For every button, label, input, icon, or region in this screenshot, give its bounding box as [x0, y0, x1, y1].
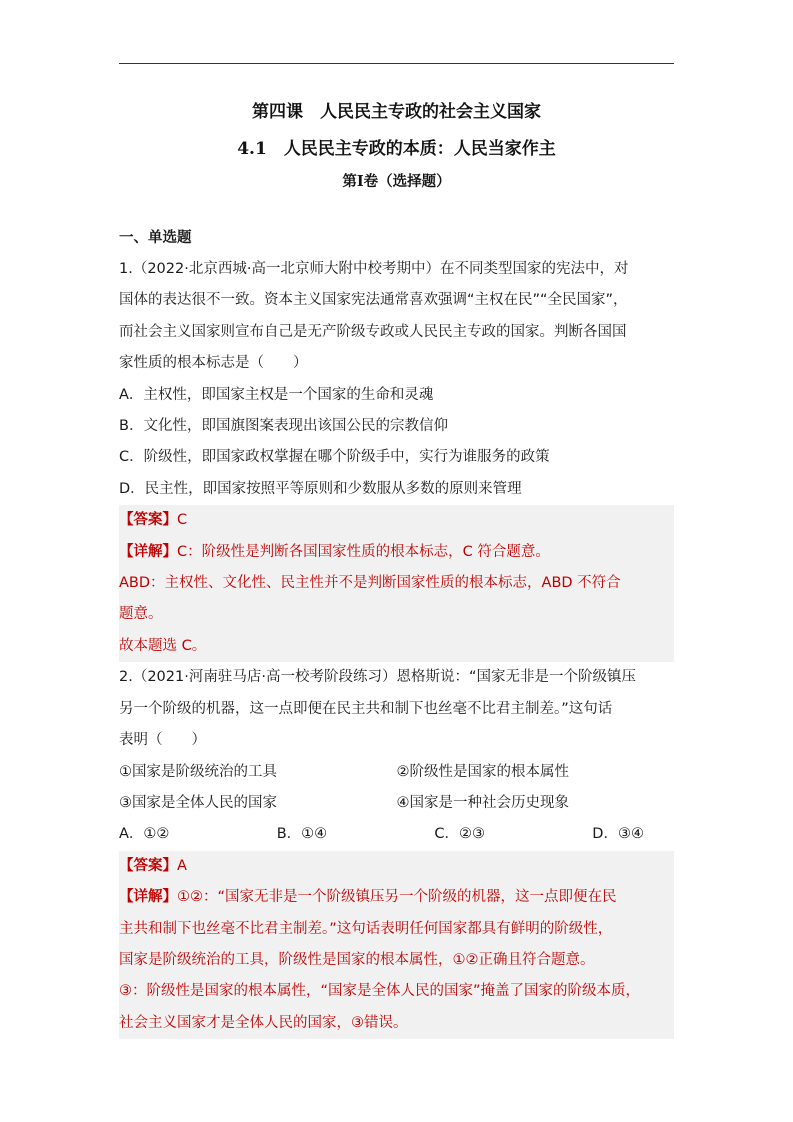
q1-detail-line: ABD：主权性、文化性、民主性并不是判断国家性质的根本标志，ABD 不符合 [119, 568, 674, 599]
q2-statement-4: ④国家是一种社会历史现象 [396, 794, 569, 811]
q2-option-b: B．①④ [276, 826, 328, 843]
detail-tag: 【详解】 [119, 889, 177, 906]
q2-option-c: C．②③ [434, 826, 486, 843]
detail-line: C：阶级性是判断各国国家性质的根本标志，C 符合题意。 [177, 543, 550, 560]
q2-statements-row [119, 757, 674, 788]
detail-tag: 【详解】 [119, 543, 177, 560]
q1-answer [119, 505, 674, 536]
q2-answer [119, 851, 674, 882]
q1-stem-line: 1.（2022·北京西城·高一北京师大附中校考期中）在不同类型国家的宪法中，对 [119, 261, 629, 277]
answer-value: A [177, 857, 187, 874]
q2-statement-3: ③国家是全体人民的国家 [119, 794, 277, 811]
q2-stem-line: 另一个阶级的机器，这一点即便在民主共和制下也丝毫不比君主制差。”这句话 [119, 700, 613, 717]
q1-answer-block [119, 505, 674, 662]
q2-detail-line: ③：阶级性是国家的根本属性，“国家是全体人民的国家”掩盖了国家的阶级本质， [119, 976, 674, 1007]
q1-option-b: B．文化性，即国旗图案表现出该国公民的宗教信仰 [119, 418, 448, 435]
q2-detail-line: 社会主义国家才是全体人民的国家，③错误。 [119, 1008, 674, 1039]
q1-stem-line: 国体的表达很不一致。资本主义国家宪法通常喜欢强调“主权在民”“全民国家”， [119, 292, 628, 309]
answer-value: C [177, 512, 188, 529]
q2-detail-line: 国家是阶级统治的工具，阶级性是国家的根本属性，①②正确且符合题意。 [119, 945, 674, 976]
section-title: 4.1 人民民主专政的本质：人民当家作主 [237, 139, 556, 159]
q2-detail-line: 主共和制下也丝毫不比君主制差。”这句话表明任何国家都具有鲜明的阶级性， [119, 914, 674, 945]
section-label: 一、单选题 [119, 230, 192, 246]
document-body [119, 226, 674, 1039]
q1-stem-line: 家性质的根本标志是（ ） [119, 355, 308, 372]
q1-detail-line: 故本题选 C。 [119, 631, 674, 662]
q1-stem-line: 而社会主义国家则宣布自己是无产阶级专政或人民民主专政的国家。判断各国国 [119, 323, 627, 340]
q2-detail [119, 882, 674, 913]
answer-tag: 【答案】 [119, 857, 177, 874]
q2-stem-line: 2.（2021·河南驻马店·高一校考阶段练习）恩格斯说：“国家无非是一个阶级镇压 [119, 669, 636, 686]
q1-detail-line: 题意。 [119, 599, 674, 630]
q2-answer-block [119, 851, 674, 1039]
q1-detail [119, 537, 674, 568]
question-1 [119, 254, 674, 662]
q1-option-c: C．阶级性，即国家政权掌握在哪个阶级手中，实行为谁服务的政策 [119, 449, 550, 466]
q2-statements-row [119, 788, 674, 819]
q2-option-a: A．①② [119, 826, 170, 843]
q1-option-d: D．民主性，即国家按照平等原则和少数服从多数的原则来管理 [119, 480, 522, 497]
detail-line: ①②：“国家无非是一个阶级镇压另一个阶级的机器，这一点即便在民 [177, 889, 617, 906]
question-2 [119, 662, 674, 1039]
lesson-title: 第四课 人民民主专政的社会主义国家 [252, 102, 541, 122]
answer-tag: 【答案】 [119, 512, 177, 529]
q2-stem-line: 表明（ ） [119, 732, 206, 749]
q1-option-a: A．主权性，即国家主权是一个国家的生命和灵魂 [119, 386, 434, 403]
q2-option-d: D．③④ [592, 826, 644, 843]
top-rule [119, 63, 674, 64]
q2-options-row [119, 819, 674, 850]
volume-title: 第Ⅰ卷（选择题） [342, 173, 451, 190]
q2-statement-1: ①国家是阶级统治的工具 [119, 763, 277, 780]
q2-statement-2: ②阶级性是国家的根本属性 [396, 763, 569, 780]
